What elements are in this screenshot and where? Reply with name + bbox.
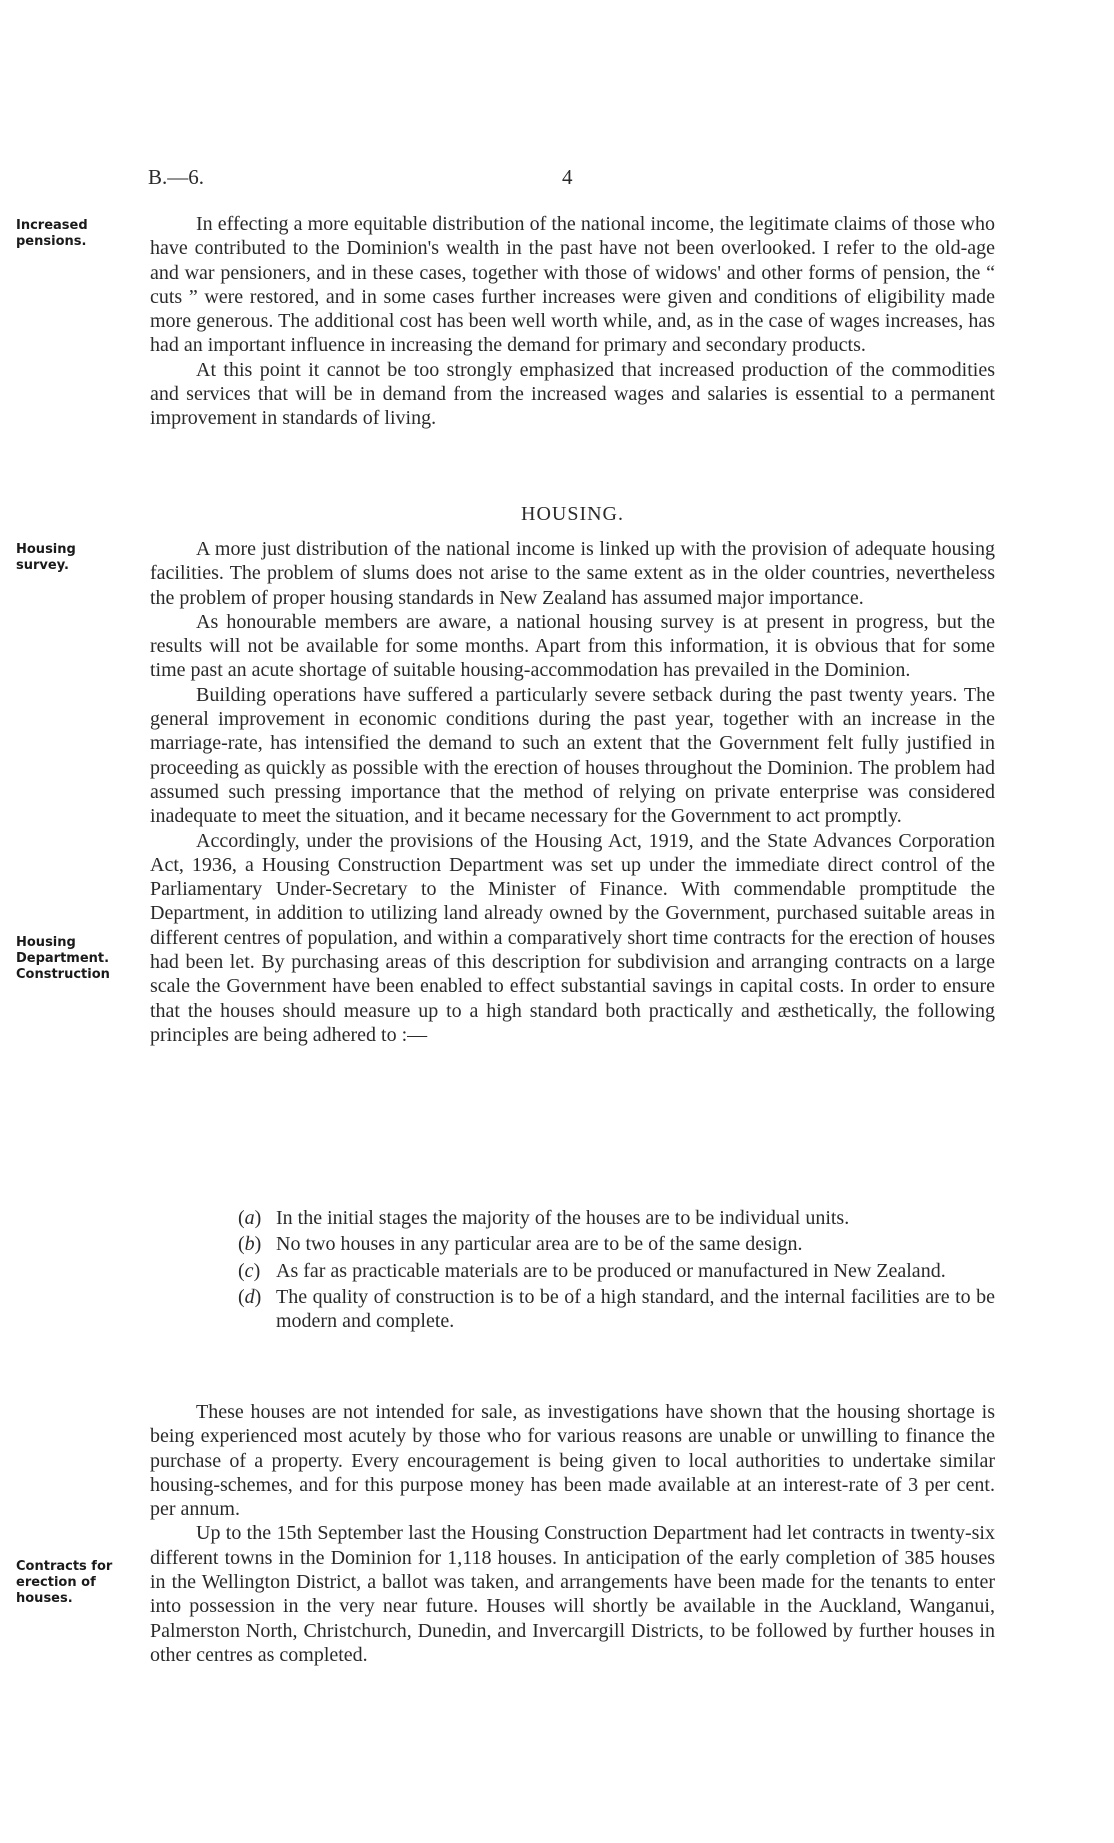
paragraph-housing-intro: A more just distribution of the national income is linked up with the provision of adequate housing facilities. The problem of slums does not arise to the same extent as in the older countries, nevertheless the problem of proper housing standards in New Zealand has assumed major importance. (150, 538, 995, 609)
paragraph-housing-department: Accordingly, under the provisions of the Housing Act, 1919, and the State Advances Corporation Act, 1936, a Housing Construction Department was set up under the immediate direct control of the Parliamentary Under-Secretary to the Minister of Finance. With commendable promptitude the Department, in addition to utilizing land already owned by the Government, purchased suitable areas in different centres of population, and within a comparatively short time contracts for the erection of houses had been let. By purchasing areas of this description for subdivision and arranging contracts on a large scale the Government have been enabled to effect substantial savings in capital costs. In order to ensure that the houses should measure up to a high standard both practically and æsthetically, the following principles are being adhered to :— (150, 829, 995, 1046)
paragraph-building-operations: Building operations have suffered a particularly severe setback during the past twenty years. The general improvement in economic conditions during the past year, together with an increase in the marriage-rate, has intensified the demand to such an extent that the Government felt fully justified in proceeding as quickly as possible with the erection of houses throughout the Dominion. The problem had assumed such pressing importance that the method of relying on private enterprise was considered inadequate to meet the situation, and it became necessary for the Government to act promptly. (150, 683, 995, 828)
paragraph-pensions: In effecting a more equitable distribution of the national income, the legitimate claims of those who have contributed to the Dominion's wealth in the past have not been overlooked. I refer to the old-age and war pensioners, and in these cases, together with those of widows' and other forms of pension, the “ cuts ” were restored, and in some cases further increases were given and conditions of eligibility made more generous. The additional cost has been well worth while, and, as in the case of wages increases, has had an important influence in increasing the demand for primary and secondary products. (150, 213, 995, 357)
list-item (238, 1206, 995, 1230)
paragraph-contracts: Up to the 15th September last the Housing Construction Department had let contracts in twenty-six different towns in the Dominion for 1,118 houses. In anticipation of the early completion of 385 houses in the Wellington District, a ballot was taken, and arrangements have been made for the tenants to enter into possession in the very near future. Houses will shortly be available in the Auckland, Wanganui, Palmerston North, Christchurch, Dunedin, and Invercargill Districts, to be followed by further houses in other centres as completed. (150, 1522, 995, 1666)
list-marker: (b) (238, 1233, 262, 1256)
page-header (148, 165, 993, 193)
list-item (238, 1285, 995, 1334)
list-item-text: In the initial stages the majority of the houses are to be individual units. (276, 1207, 850, 1229)
list-marker: (a) (238, 1207, 262, 1229)
side-note-housing-department: Housing Department. Construction (16, 935, 110, 982)
list-item (238, 1259, 995, 1283)
paragraph-production: At this point it cannot be too strongly emphasized that increased production of the commodities and services that will be in demand from the increased wages and salaries is essential to a permanent improvement in standards of living. (150, 358, 995, 430)
pensions-section (150, 212, 995, 431)
contracts-section (150, 1400, 995, 1667)
paragraph-housing-survey: As honourable members are aware, a national housing survey is at present in progress, but the results will not be available for some months. Apart from this information, it is obvious that for some time past an acute shortage of suitable housing-accommodation has prevailed in the Dominion. (150, 610, 995, 682)
list-item-text: No two houses in any particular area are to be of the same design. (276, 1233, 803, 1256)
list-item (238, 1232, 995, 1256)
side-note-increased-pensions: Increased pensions. (16, 218, 88, 249)
side-note-housing-survey: Housing survey. (16, 542, 76, 573)
document-reference: B.—6. (148, 165, 205, 189)
list-item-text: As far as practicable materials are to be produced or manufactured in New Zealand. (276, 1259, 946, 1282)
housing-section (150, 537, 995, 1047)
side-note-contracts: Contracts for erection of houses. (16, 1559, 113, 1606)
paragraph-not-for-sale: These houses are not intended for sale, as investigations have shown that the housing shortage is being experienced most acutely by those who for various reasons are unable or unwilling to finance the purchase of a property. Every encouragement is being given to local authorities to undertake similar housing-schemes, and for this purpose money has been made available at an interest-rate of 3 per cent. per annum. (150, 1401, 995, 1521)
list-item-text: The quality of construction is to be of a high standard, and the internal facilities are to be modern and complete. (276, 1285, 995, 1333)
page-number: 4 (562, 165, 573, 189)
list-marker: (c) (238, 1259, 261, 1282)
list-marker: (d) (238, 1285, 262, 1308)
principles-list (238, 1206, 995, 1335)
section-heading-housing: HOUSING. (521, 503, 624, 525)
